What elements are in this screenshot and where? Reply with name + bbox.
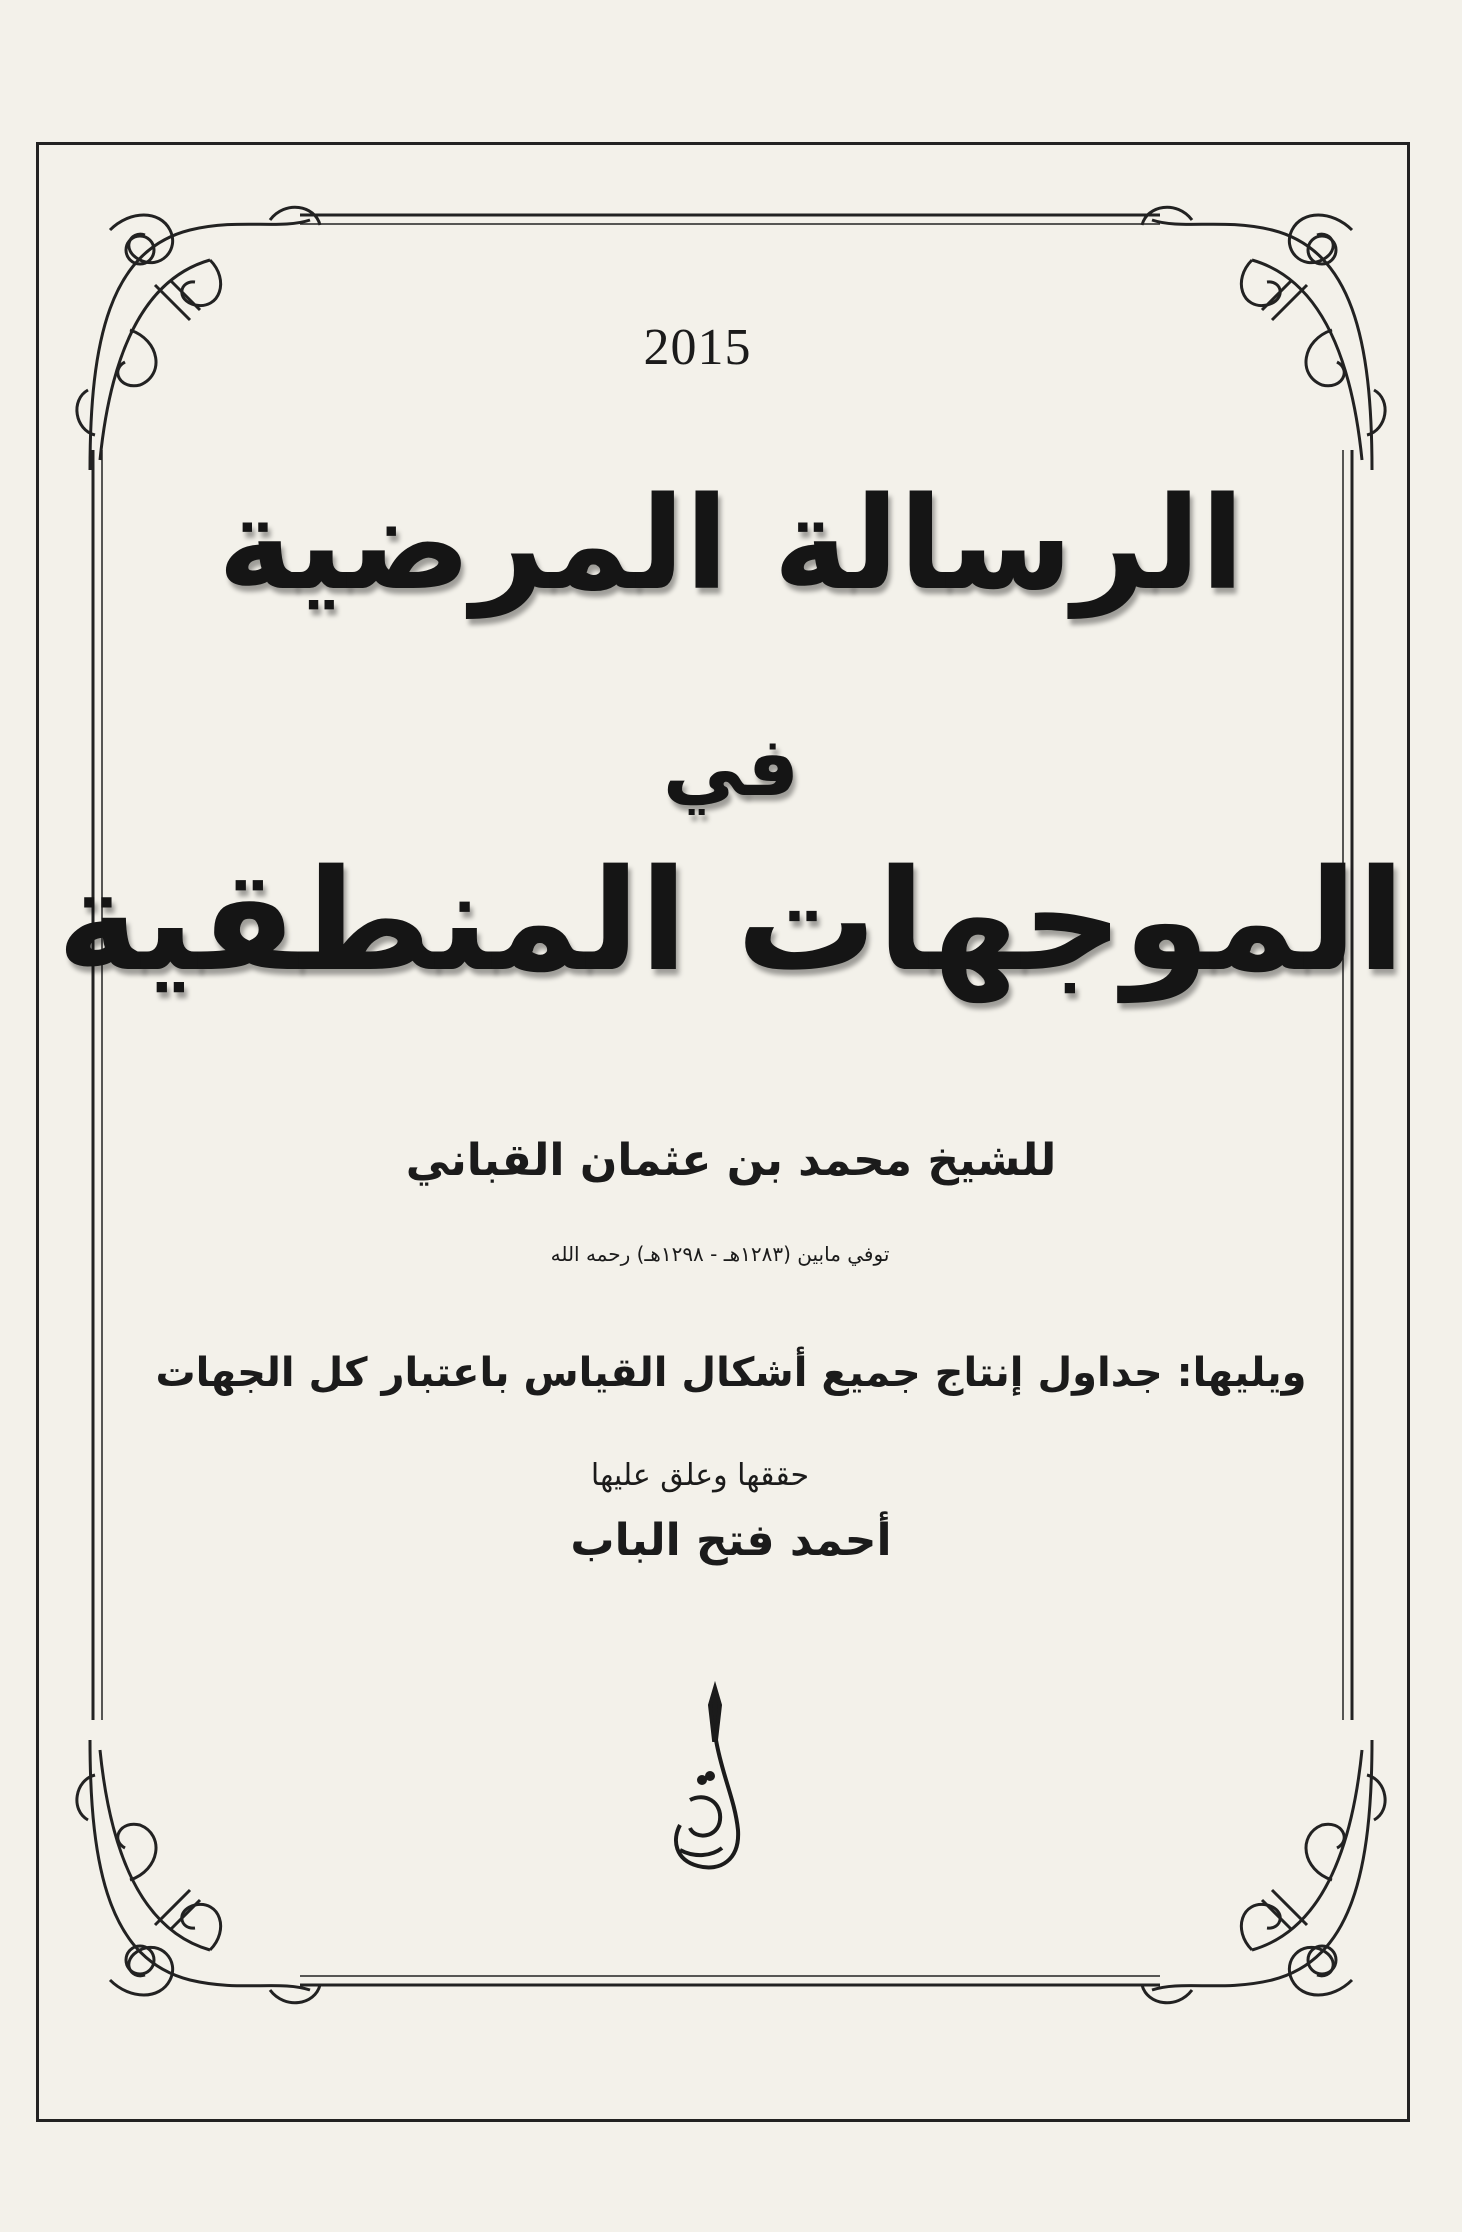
publisher-logo-icon	[650, 1680, 780, 1880]
followed-by-note: ويليها: جداول إنتاج جميع أشكال القياس باعتبار كل الجهات	[155, 1350, 1307, 1396]
publication-year: 2015	[643, 319, 752, 376]
author-dates: توفي مابين (١٢٨٣هـ - ١٢٩٨هـ) رحمه الله	[550, 1242, 890, 1266]
bottom-left-ornament-icon	[70, 1720, 370, 2020]
title-line-1: الرسالة المرضية	[217, 470, 1245, 619]
title-line-3: الموجهات المنطقية	[56, 840, 1406, 1003]
editor-label: حققها وعلق عليها	[590, 1458, 810, 1493]
bottom-right-ornament-icon	[1092, 1720, 1392, 2020]
author-name: للشيخ محمد بن عثمان القباني	[405, 1135, 1057, 1186]
title-line-2: في	[662, 720, 800, 815]
editor-name: أحمد فتح الباب	[570, 1515, 892, 1566]
